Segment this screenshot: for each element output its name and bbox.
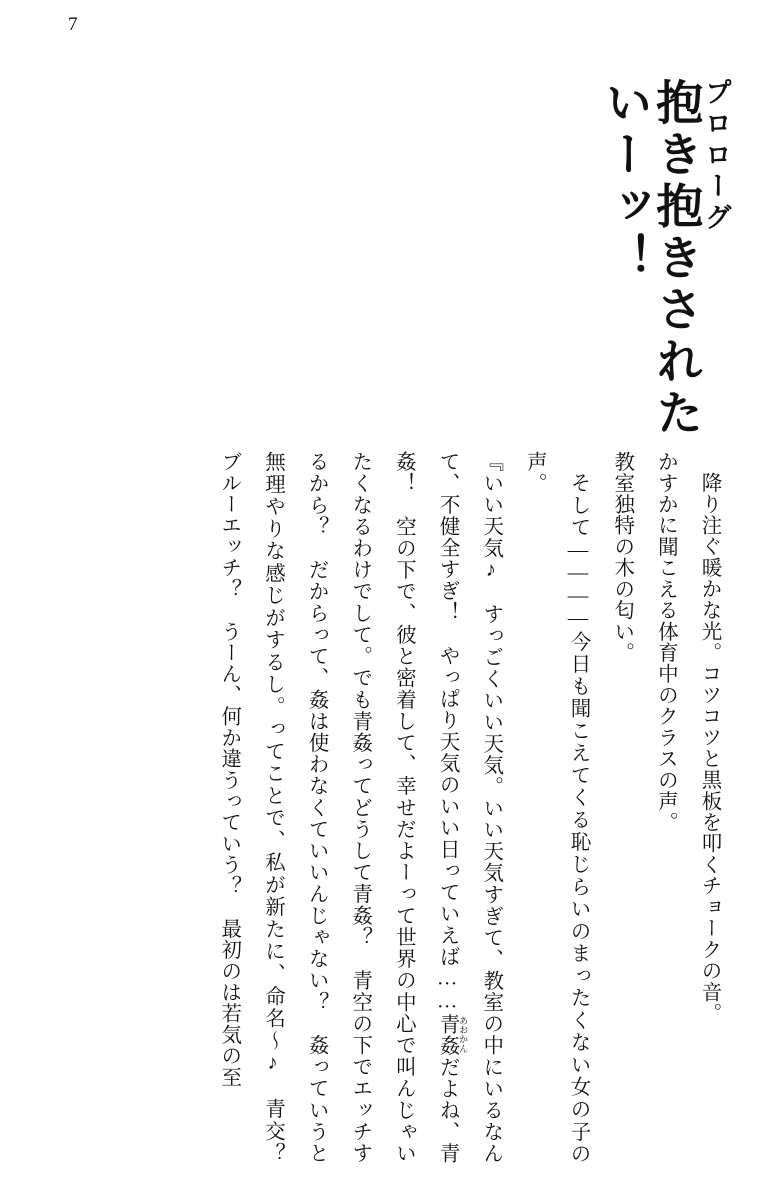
chapter-heading xyxy=(599,78,730,451)
chapter-label: プロローグ xyxy=(701,78,731,235)
body-text xyxy=(206,451,730,1186)
paragraph: そして――――今日も聞こえてくる恥じらいのまったくない女の子の声。 xyxy=(523,451,590,1164)
paragraph: かすかに聞こえる体育中のクラスの声。 xyxy=(654,451,677,834)
paragraph: 教室独特の木の匂い。 xyxy=(610,451,633,664)
paragraph-dialogue: 『いい天気♪ すっごくいい天気。いい天気すぎて、教室の中にいるなんて、不健全すぎ！ やっぱり天気のいい日っていえば……青姦 あおかんだよね、青姦！ 空の下で、彼と密着して、幸せだよーって世界の中心で叫んじゃいたくなるわけでして。でも青姦ってどうして青姦？ 青空の下でエッチするから？ だからって、姦は使わなくていいんじゃない？ 姦っていうと無理やりな感じがするし。ってことで、私が新たに、命名～♪ 青交？ ブルーエッチ？ うーん、何か違うっていう？ 最初のは若気の至 xyxy=(217,451,502,1186)
ruby-annotation: 青姦 あおかん xyxy=(436,1013,469,1057)
vertical-text-area xyxy=(36,78,731,1186)
page-number: 7 xyxy=(68,14,78,35)
chapter-title: 抱き抱きされたいーッ！ xyxy=(598,78,702,440)
paragraph: 降り注ぐ暖かな光。コツコツと黒板を叩くチョークの音。 xyxy=(698,471,720,1024)
